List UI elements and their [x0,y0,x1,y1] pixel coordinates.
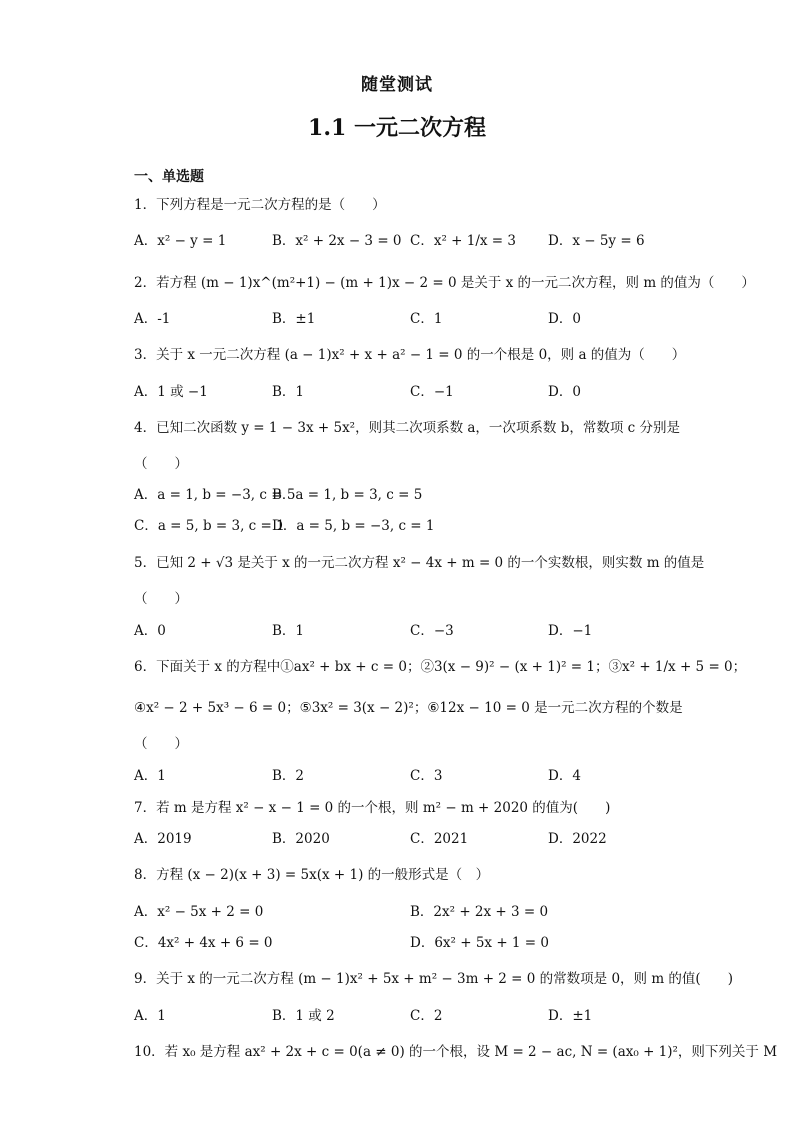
q5-option-d[interactable]: D．−1 [548,623,593,639]
question-1-options [134,229,694,249]
question-10-stem: 10．若 x₀ 是方程 ax² + 2x + c = 0(a ≠ 0) 的一个根，设 M = 2 − ac, N = (ax₀ + 1)²，则下列关于 M [134,1044,778,1060]
question-9-stem: 9．关于 x 的一元二次方程 (m − 1)x² + 5x + m² − 3m + 2 = 0 的常数项是 0，则 m 的值( ) [134,971,733,987]
question-6-answer-blank: （ ） [134,736,188,752]
q1-option-c[interactable]: C．x² + 1/x = 3 [410,233,516,249]
q3-option-a[interactable]: A．1 或 −1 [134,384,208,400]
q5-option-b[interactable]: B．1 [272,623,305,639]
q6-option-d[interactable]: D．4 [548,768,581,784]
q8-option-b[interactable]: B．2x² + 2x + 3 = 0 [410,904,549,920]
question-7-options [134,827,694,847]
q1-option-a[interactable]: A．x² − y = 1 [134,233,227,249]
q2-option-a[interactable]: A．-1 [134,311,171,327]
q6-option-c[interactable]: C．3 [410,768,443,784]
question-1-stem: 1．下列方程是一元二次方程的是（ ） [134,197,386,213]
q1-option-d[interactable]: D．x − 5y = 6 [548,233,645,249]
question-8-options-row-2 [134,931,694,951]
question-4-options-row-2 [134,514,694,534]
question-3-options [134,380,694,400]
q2-option-d[interactable]: D．0 [548,311,581,327]
question-5-stem: 5．已知 2 + √3 是关于 x 的一元二次方程 x² − 4x + m = 0 的一个实数根，则实数 m 的值是 [134,555,705,571]
question-7-stem: 7．若 m 是方程 x² − x − 1 = 0 的一个根，则 m² − m + 2020 的值为( ) [134,800,611,816]
question-5-options [134,619,694,639]
q8-option-d[interactable]: D．6x² + 5x + 1 = 0 [410,935,550,951]
question-4-stem: 4．已知二次函数 y = 1 − 3x + 5x²，则其二次项系数 a，一次项系数 b，常数项 c 分别是 [134,420,681,436]
q2-option-c[interactable]: C．1 [410,311,443,327]
q2-option-b[interactable]: B．±1 [272,311,316,327]
q4-option-a[interactable]: A．a = 1, b = −3, c = 5 [134,487,296,503]
section-heading: 一、单选题 [134,169,204,185]
q3-option-b[interactable]: B．1 [272,384,305,400]
q7-option-a[interactable]: A．2019 [134,831,192,847]
question-4-options-row-1 [134,483,694,503]
q5-option-a[interactable]: A．0 [134,623,166,639]
q4-option-d[interactable]: D．a = 5, b = −3, c = 1 [272,518,435,534]
q8-option-a[interactable]: A．x² − 5x + 2 = 0 [134,904,264,920]
question-3-stem: 3．关于 x 一元二次方程 (a − 1)x² + x + a² − 1 = 0 的一个根是 0，则 a 的值为（ ） [134,347,686,363]
question-6-stem-line-2: ④x² − 2 + 5x³ − 6 = 0；⑤3x² = 3(x − 2)²；⑥12x − 10 = 0 是一元二次方程的个数是 [134,700,683,716]
q7-option-d[interactable]: D．2022 [548,831,607,847]
question-6-stem: 6．下面关于 x 的方程中①ax² + bx + c = 0；②3(x − 9)² − (x + 1)² = 1；③x² + 1/x + 5 = 0； [134,659,747,675]
q3-option-c[interactable]: C．−1 [410,384,454,400]
q9-option-a[interactable]: A．1 [134,1008,166,1024]
question-5-answer-blank: （ ） [134,591,188,607]
q6-option-a[interactable]: A．1 [134,768,166,784]
page-title: 随堂测试 [361,75,433,95]
q1-option-b[interactable]: B．x² + 2x − 3 = 0 [272,233,402,249]
q9-option-d[interactable]: D．±1 [548,1008,593,1024]
q4-option-c[interactable]: C．a = 5, b = 3, c = 1 [134,518,285,534]
question-8-stem: 8．方程 (x − 2)(x + 3) = 5x(x + 1) 的一般形式是（ ） [134,867,490,883]
q8-option-c[interactable]: C．4x² + 4x + 6 = 0 [134,935,273,951]
q7-option-b[interactable]: B．2020 [272,831,330,847]
q3-option-d[interactable]: D．0 [548,384,581,400]
q6-option-b[interactable]: B．2 [272,768,305,784]
document-title: 1.1 一元二次方程 [308,115,486,141]
q7-option-c[interactable]: C．2021 [410,831,469,847]
q9-option-b[interactable]: B．1 或 2 [272,1008,335,1024]
q4-option-b[interactable]: B．a = 1, b = 3, c = 5 [272,487,423,503]
question-6-options [134,764,694,784]
question-2-stem: 2．若方程 (m − 1)x^(m²+1) − (m + 1)x − 2 = 0 是关于 x 的一元二次方程，则 m 的值为（ ） [134,275,755,291]
question-8-options-row-1 [134,900,694,920]
question-4-answer-blank: （ ） [134,456,188,472]
q9-option-c[interactable]: C．2 [410,1008,443,1024]
question-2-options [134,307,694,327]
question-9-options [134,1004,694,1024]
q5-option-c[interactable]: C．−3 [410,623,454,639]
